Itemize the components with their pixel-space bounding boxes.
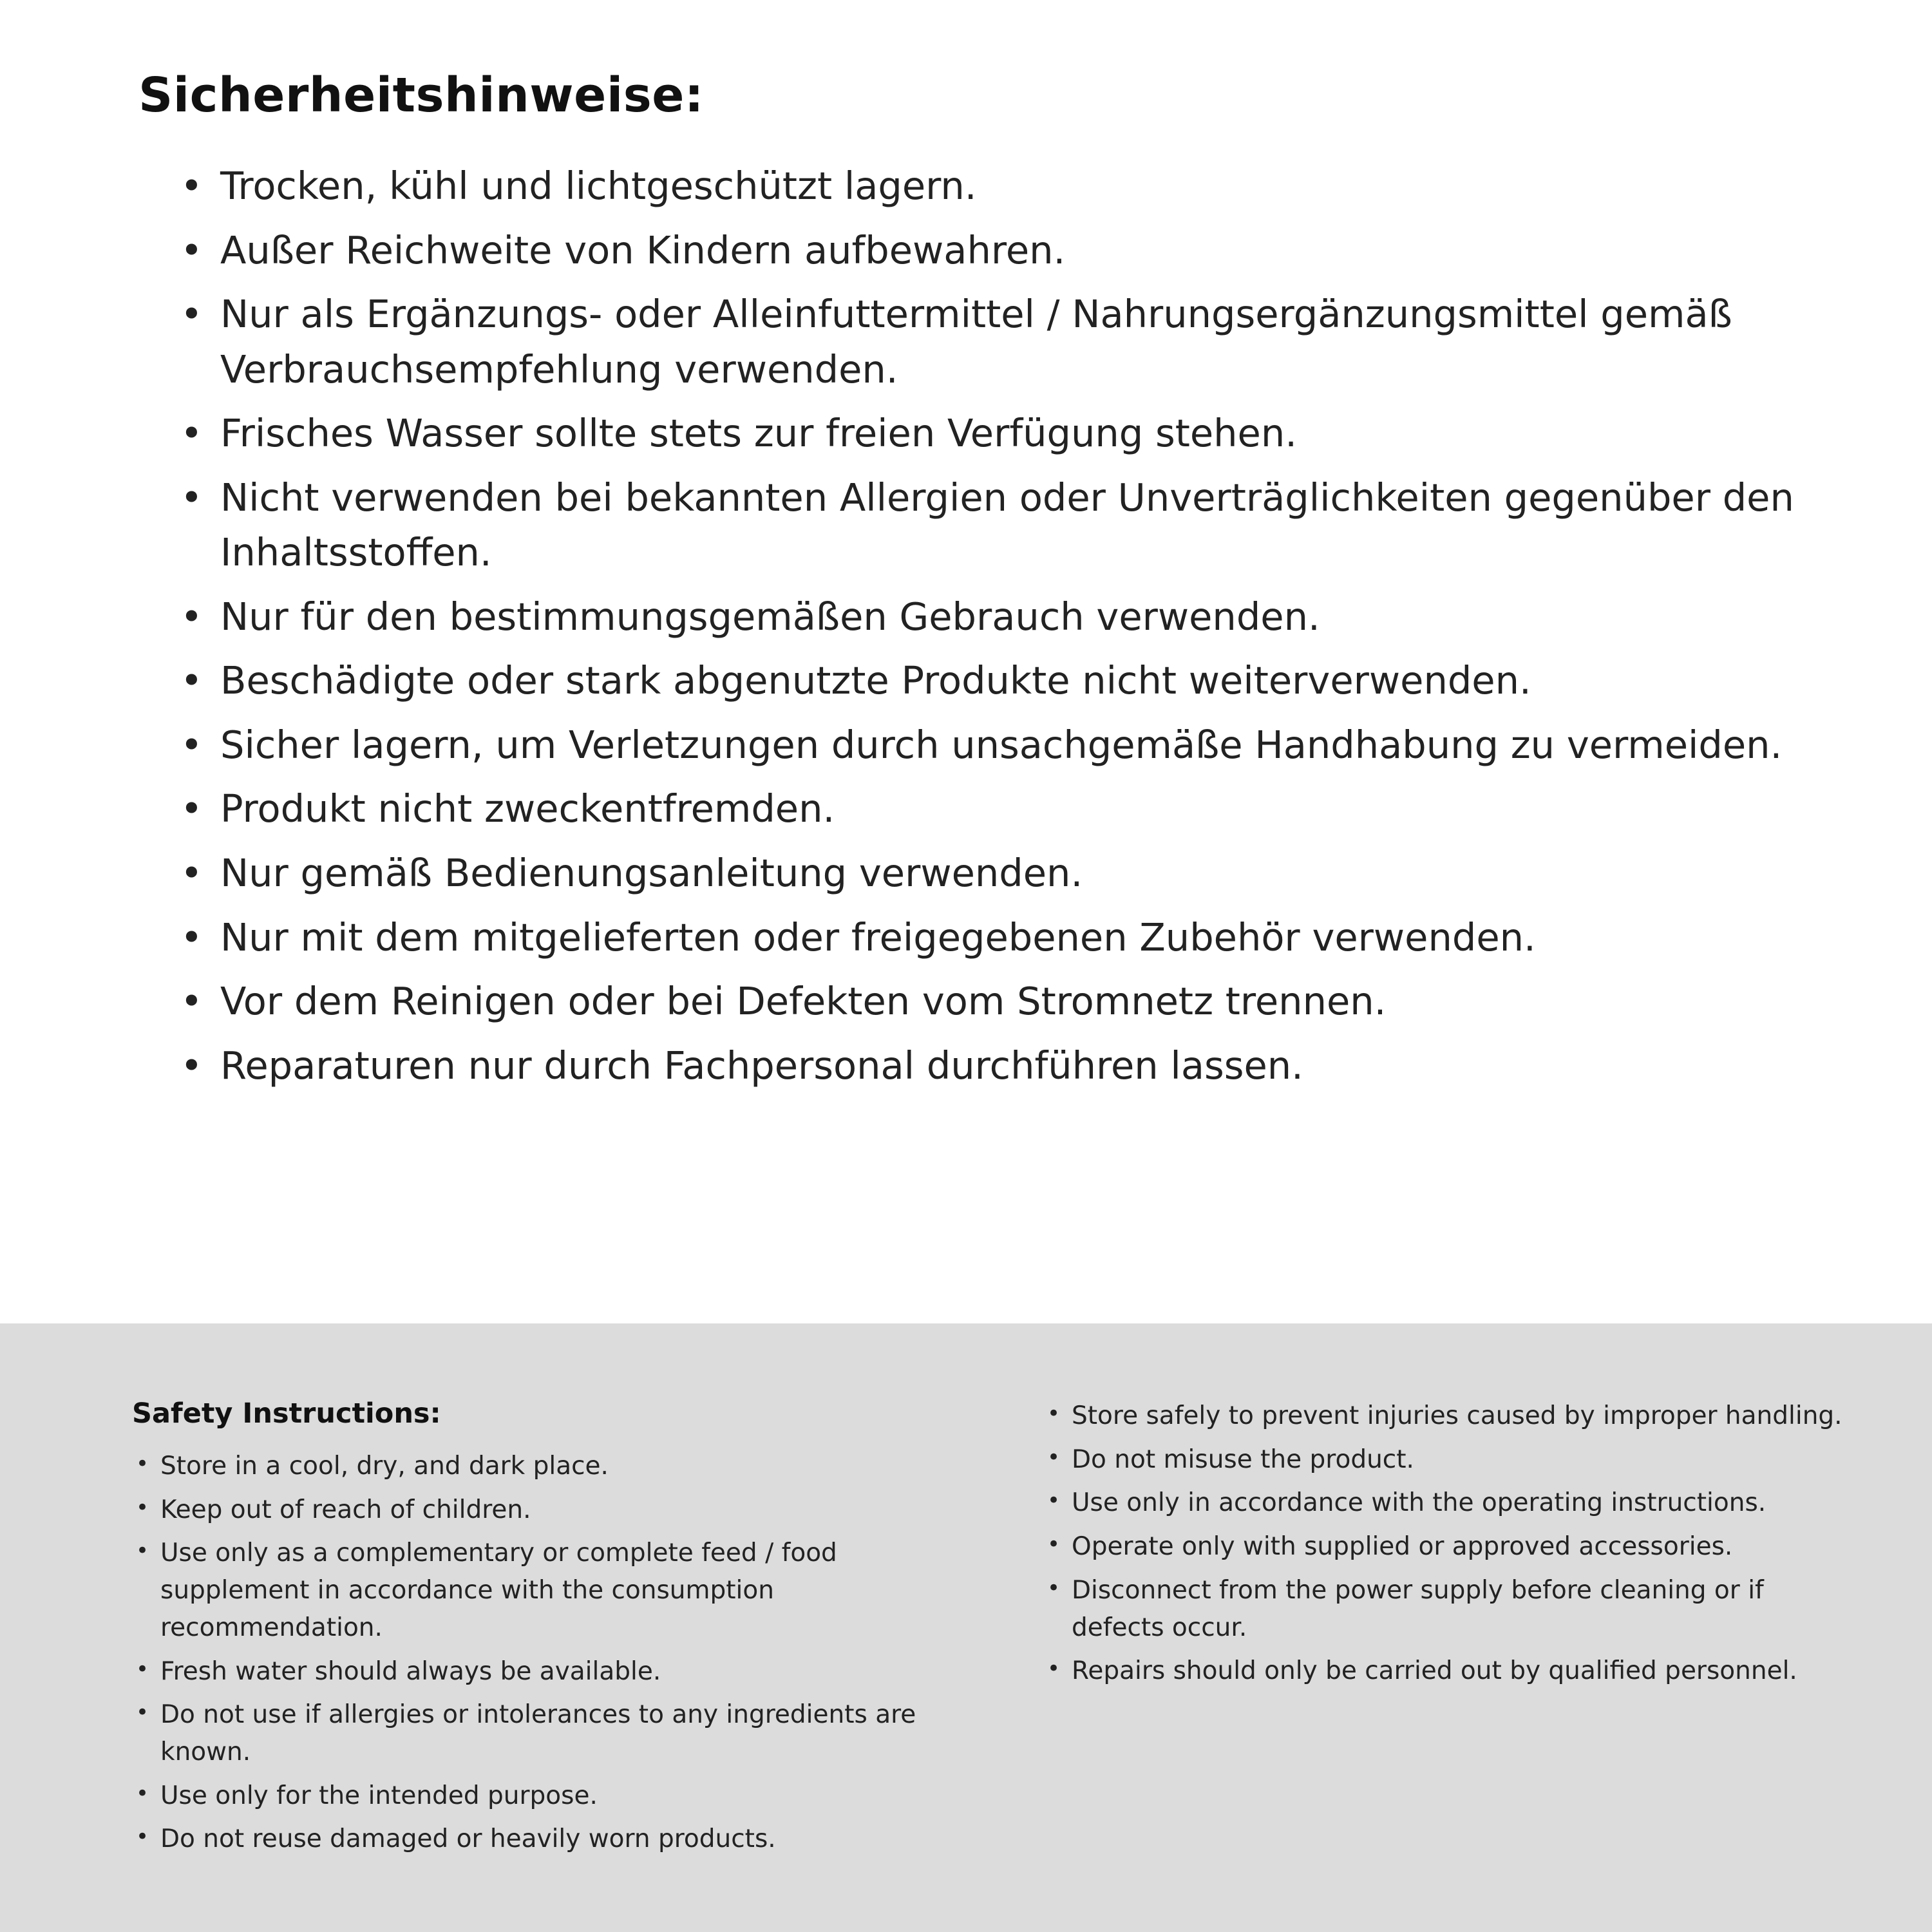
english-section-title: Safety Instructions: [132,1397,441,1430]
list-item: • Beschädigte oder stark abgenutzte Produkte nicht weiterverwenden. [180,653,1826,708]
list-item: • Vor dem Reinigen oder bei Defekten vom Stromnetz trennen. [180,974,1826,1029]
list-item: • Use only for the intended purpose. [132,1777,989,1815]
list-item: • Disconnect from the power supply before cleaning or if defects occur. [1043,1572,1855,1646]
list-item: • Sicher lagern, um Verletzungen durch unsachgemäße Handhabung zu vermeiden. [180,717,1826,773]
list-item: • Reparaturen nur durch Fachpersonal durchführen lassen. [180,1038,1826,1094]
list-item: • Nur für den bestimmungsgemäßen Gebrauch verwenden. [180,589,1826,645]
list-item: • Operate only with supplied or approved accessories. [1043,1528,1855,1566]
german-instruction-list [138,158,1826,1093]
list-item: • Do not use if allergies or intolerances to any ingredients are known. [132,1696,989,1770]
list-item: • Außer Reichweite von Kindern aufbewahren. [180,223,1826,278]
list-item: • Frisches Wasser sollte stets zur freien Verfügung stehen. [180,406,1826,461]
list-item: • Nicht verwenden bei bekannten Allergien oder Unverträglichkeiten gegenüber den Inhaltsstoffen. [180,470,1826,580]
list-item: • Trocken, kühl und lichtgeschützt lagern. [180,158,1826,214]
english-right-column [1043,1397,1855,1893]
english-instruction-list-left [132,1448,989,1858]
list-item: • Use only as a complementary or complete feed / food supplement in accordance with the consumption recommendation. [132,1535,989,1646]
english-section [0,1323,1932,1932]
list-item: • Store in a cool, dry, and dark place. [132,1448,989,1485]
german-section-title: Sicherheitshinweise: [138,68,705,123]
list-item: • Do not reuse damaged or heavily worn products. [132,1821,989,1858]
list-item: • Nur als Ergänzungs- oder Alleinfuttermittel / Nahrungsergänzungsmittel gemäß Verbrauchsempfehlung verwenden. [180,287,1826,397]
list-item: • Store safely to prevent injuries caused by improper handling. [1043,1397,1855,1435]
list-item: • Produkt nicht zweckentfremden. [180,781,1826,837]
list-item: • Repairs should only be carried out by qualified personnel. [1043,1653,1855,1690]
list-item: • Nur gemäß Bedienungsanleitung verwenden. [180,846,1826,901]
list-item: • Nur mit dem mitgelieferten oder freigegebenen Zubehör verwenden. [180,910,1826,965]
english-left-column [132,1397,989,1893]
list-item: • Fresh water should always be available. [132,1653,989,1690]
list-item: • Keep out of reach of children. [132,1492,989,1529]
english-instruction-list-right [1043,1397,1855,1690]
list-item: • Use only in accordance with the operating instructions. [1043,1484,1855,1522]
list-item: • Do not misuse the product. [1043,1441,1855,1479]
